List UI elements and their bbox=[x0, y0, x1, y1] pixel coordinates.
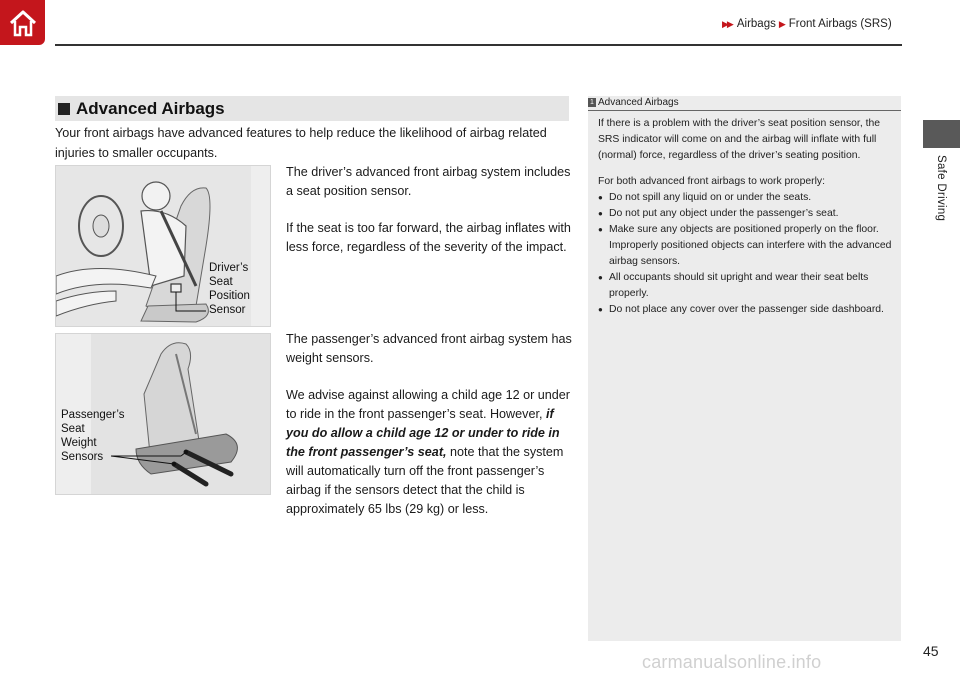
passenger-text-end: note that the system will automatically turn off the front passenger’s airbag if the sensors detect that the child is approximately 65 lbs (29 kg) or less. bbox=[286, 445, 564, 516]
note-bullet: ● Do not place any cover over the passenger side dashboard. bbox=[598, 302, 894, 318]
breadcrumb-arrow-icon: ▶ bbox=[778, 18, 784, 29]
passenger-warning-emphasis: if you do allow a child age 12 or under to ride in the front passenger’s seat, bbox=[286, 407, 560, 459]
note-bullet: ● Do not put any object under the passenger’s seat. bbox=[598, 206, 894, 222]
note-number-badge: 1 bbox=[588, 98, 596, 107]
side-note-title bbox=[588, 97, 679, 108]
passenger-seat-illustration bbox=[55, 333, 271, 495]
intro-text: Your front airbags have advanced features to help reduce the likelihood of airbag related injuries to smaller occupants. bbox=[55, 126, 547, 160]
side-note-body bbox=[598, 116, 894, 318]
driver-paragraph-2: If the seat is too far forward, the airbag inflates with less force, regardless of the severity of the impact. bbox=[286, 221, 571, 254]
watermark: carmanualsonline.info bbox=[642, 652, 822, 672]
section-title: Advanced Airbags bbox=[76, 98, 225, 118]
note-bullet: ● Make sure any objects are positioned properly on the floor. Improperly positioned objects can interfere with the advanced airbag sensors. bbox=[598, 222, 894, 270]
note-bullet: ● Do not spill any liquid on or under the seats. bbox=[598, 190, 894, 206]
passenger-weight-sensor-label: Passenger’s Seat Weight Sensors bbox=[61, 409, 125, 463]
note-paragraph-2: For both advanced front airbags to work properly: bbox=[598, 176, 825, 187]
note-paragraph-1: If there is a problem with the driver’s seat position sensor, the SRS indicator will come on and the airbag will inflate with full (normal) force, regardless of the driver’s seating position. bbox=[598, 118, 881, 161]
breadcrumb-item-airbags[interactable]: Airbags bbox=[736, 18, 776, 30]
side-note-title-text: Advanced Airbags bbox=[598, 97, 679, 108]
square-bullet-icon bbox=[58, 103, 70, 115]
note-bullet: ● All occupants should sit upright and wear their seat belts properly. bbox=[598, 270, 894, 302]
side-note-divider bbox=[588, 110, 901, 111]
driver-seat-illustration bbox=[55, 165, 271, 327]
driver-seat-sensor-label: Driver’s Seat Position Sensor bbox=[209, 262, 250, 316]
section-heading bbox=[55, 96, 569, 121]
passenger-paragraph-1: The passenger’s advanced front airbag system has weight sensors. bbox=[286, 332, 572, 365]
note-bullet-list bbox=[598, 190, 894, 318]
passenger-paragraph-2 bbox=[286, 386, 572, 519]
breadcrumb-arrow-icon: ▶▶ bbox=[722, 18, 732, 29]
home-icon bbox=[7, 8, 39, 38]
chapter-tab[interactable] bbox=[923, 120, 960, 148]
breadcrumb bbox=[722, 18, 892, 30]
breadcrumb-item-front-airbags[interactable]: Front Airbags (SRS) bbox=[788, 18, 892, 30]
passenger-text-start: We advise against allowing a child age 12 or under to ride in the front passenger’s seat. However, bbox=[286, 388, 571, 421]
chapter-tab-label: Safe Driving bbox=[935, 155, 947, 222]
driver-paragraph-1: The driver’s advanced front airbag system includes a seat position sensor. bbox=[286, 165, 571, 198]
header-divider bbox=[55, 44, 902, 46]
home-button[interactable] bbox=[0, 0, 45, 45]
page-number: 45 bbox=[923, 643, 939, 659]
